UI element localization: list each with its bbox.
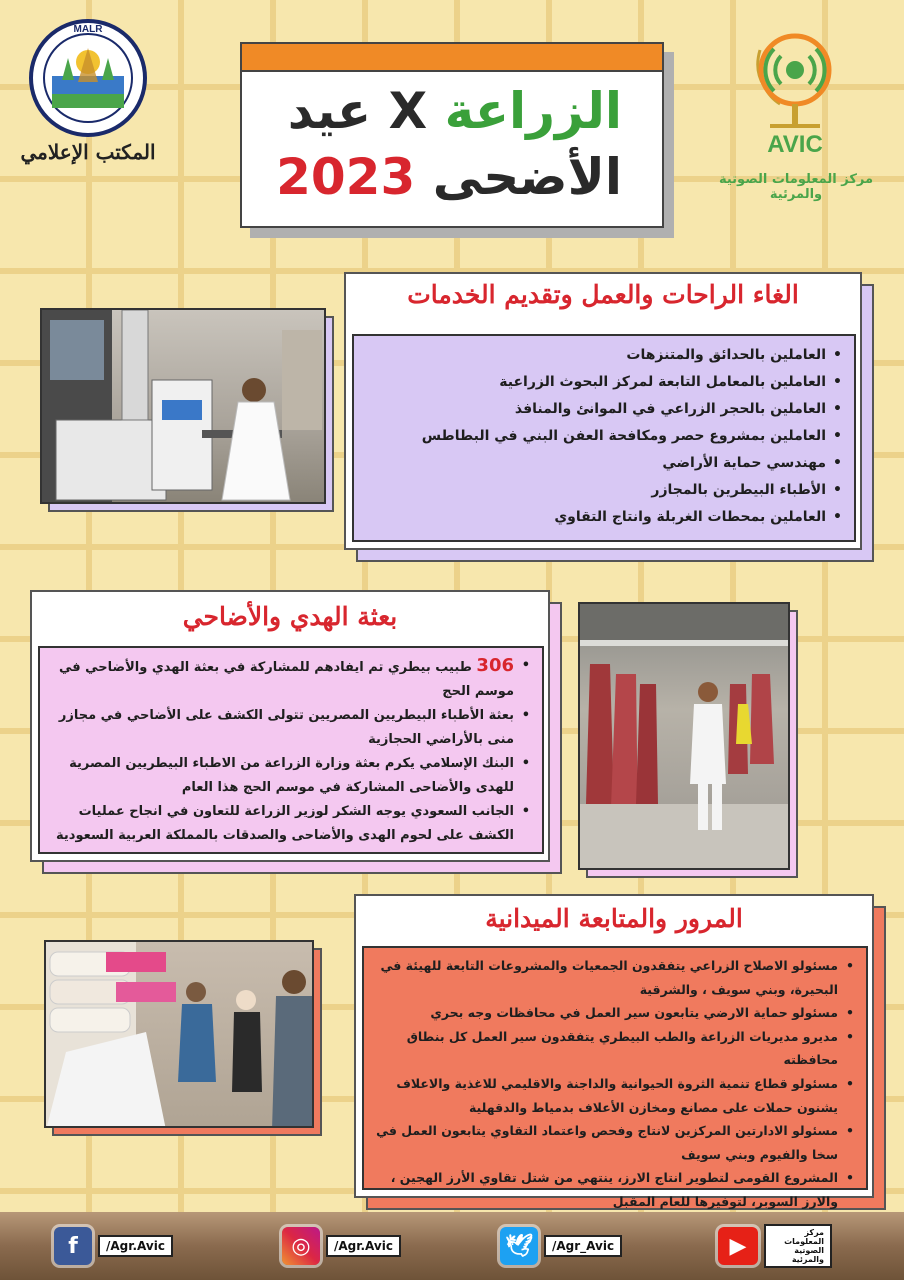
twitter-icon: 🕊 (500, 1227, 538, 1265)
list-item: • العاملين بالمعامل التابعة لمركز البحوث الزراعية (364, 369, 844, 396)
twitter-link[interactable] (500, 1222, 622, 1270)
section1-title: الغاء الراحات والعمل وتقديم الخدمات (407, 280, 799, 309)
title-separator: X (388, 82, 428, 140)
list-item: • مسئولو الادارتين المركزين لانتاج وفحص واعتماد التقاوي يتابعون العمل في سخا والفيوم وبني سويف (374, 1119, 856, 1166)
section3-title: المرور والمتابعة الميدانية (485, 904, 743, 933)
avic-logo (740, 20, 850, 170)
instagram-link[interactable] (282, 1222, 401, 1270)
section2-list (38, 646, 544, 854)
title-line-1 (288, 82, 622, 140)
warehouse-photo (44, 940, 314, 1128)
list-item: • المشروع القومى لتطوير انتاج الارز، ينتهي من شتل تقاوي الأرز الهجين ، والارز السوبر، لتوفيرها للعام المقبل (374, 1166, 856, 1213)
title-card (240, 42, 664, 228)
title-year: 2023 (276, 148, 416, 206)
title-word-agriculture: الزراعة (444, 82, 622, 140)
section-field-inspection (354, 894, 874, 1209)
list-item-text: طبيب بيطري تم ايفادهم للمشاركة في بعثة الهدي والأضاحي في موسم الحج (58, 660, 514, 699)
avic-caption: مركز المعلومات الصوتية والمرئية (718, 172, 874, 202)
title-word-adha: الأضحى (432, 148, 622, 206)
youtube-link[interactable] (718, 1222, 832, 1270)
facebook-icon: f (54, 1227, 92, 1265)
lab-photo (40, 308, 326, 504)
svg-text:MALR: MALR (73, 24, 103, 35)
section2-title: بعثة الهدي والأضاحي (182, 602, 398, 631)
vets-count: 306 (476, 655, 514, 676)
list-item: • مسئولو قطاع تنمية الثروة الحيوانية والداجنة والاقليمي للاغذية والاعلاف يشنون حملات على مصانع ومخازن الأعلاف بدمياط والدقهلية (374, 1072, 856, 1119)
media-office-label: المكتب الإعلامي (20, 140, 156, 164)
list-item: • مسئولو الاصلاح الزراعي يتفقدون الجمعيات والمشروعات التابعة للهيئة في البحيرة، وبني سويف ، والشرقية (374, 954, 856, 1001)
list-item: • مديرو مديريات الزراعة والطب البيطري يتفقدون سير العمل كل بنطاق محافظته (374, 1025, 856, 1072)
list-item: • العاملين بالحجر الزراعي في الموانئ والمنافذ (364, 396, 844, 423)
list-item: • مهندسي حماية الأراضي (364, 450, 844, 477)
youtube-icon: ▶ (718, 1227, 758, 1265)
section3-list (362, 946, 868, 1209)
ministry-logo (28, 18, 148, 138)
twitter-handle: /Agr_Avic (544, 1235, 622, 1257)
title-word-eid: عيد (287, 82, 372, 140)
section-leave-cancellation (344, 272, 862, 550)
title-top-bar (242, 44, 662, 72)
list-item (50, 654, 532, 704)
instagram-icon: ◎ (282, 1227, 320, 1265)
list-item: • الجانب السعودي يوجه الشكر لوزير الزراعة للتعاون في انجاح عمليات الكشف على لحوم الهدى والأضاحى والصدقات بالمملكة العربية السعودية (50, 800, 532, 848)
facebook-link[interactable] (54, 1222, 173, 1270)
slaughterhouse-photo (578, 602, 790, 870)
list-item: • مسئولو حماية الارضي يتابعون سير العمل في محافظات وجه بحري (374, 1001, 856, 1025)
svg-text:AVIC: AVIC (767, 131, 823, 158)
list-item: • البنك الإسلامي يكرم بعثة وزارة الزراعة من الاطباء البيطريين المصرية للهدى والأضاحى المشاركة في موسم الحج هذا العام (50, 752, 532, 800)
section1-list (352, 334, 856, 542)
youtube-label: مركز المعلومات الصوتية والمرئية (764, 1224, 832, 1268)
list-item: • العاملين بمشروع حصر ومكافحة العفن البني في البطاطس (364, 423, 844, 450)
section-hajj-mission (30, 590, 550, 862)
title-line-2 (276, 148, 622, 206)
list-item: • العاملين بمحطات الغربلة وانتاج التقاوي (364, 504, 844, 531)
facebook-handle: /Agr.Avic (98, 1235, 173, 1257)
list-item: • العاملين بالحدائق والمتنزهات (364, 342, 844, 369)
list-item: • الأطباء البيطرين بالمجازر (364, 477, 844, 504)
instagram-handle: /Agr.Avic (326, 1235, 401, 1257)
list-item: • بعثة الأطباء البيطريين المصريين تتولى الكشف على الأضاحي في مجازر منى بالأراضي الحجازية (50, 704, 532, 752)
